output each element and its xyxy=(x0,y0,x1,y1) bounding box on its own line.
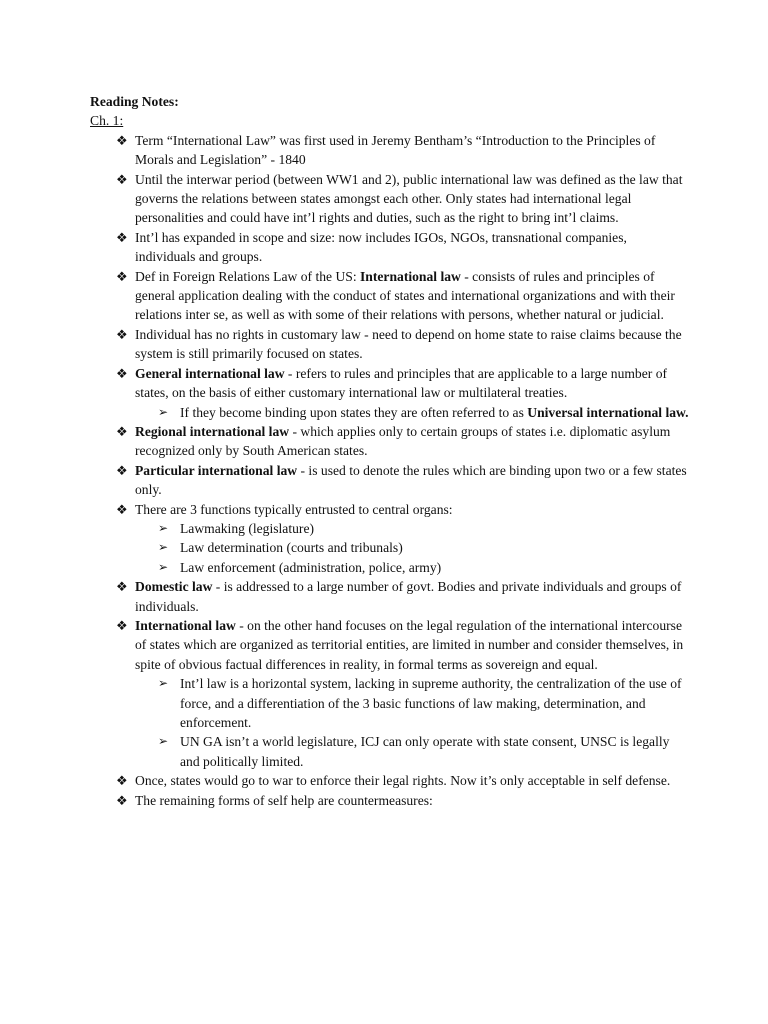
chapter-subheading: Ch. 1: xyxy=(90,113,124,129)
bullet-item xyxy=(90,461,690,500)
item-text: Law enforcement (administration, police, army) xyxy=(180,559,442,575)
bullet-item xyxy=(90,131,690,170)
item-bold-term: International law xyxy=(135,617,236,633)
item-text: Int’l law is a horizontal system, lacking in supreme authority, the centralization of the use of force, and a differentiation of the 3 basic functions of law making, determination, and enforcement. xyxy=(180,676,682,730)
item-text: Term “International Law” was first used in Jeremy Bentham’s “Introduction to the Principles of Morals and Legislation” - 1840 xyxy=(135,132,656,168)
diamond-bullet-icon: ❖ xyxy=(116,268,128,284)
item-text: The remaining forms of self help are countermeasures: xyxy=(135,792,433,808)
bullet-item xyxy=(90,325,690,364)
item-bold-term: Universal international law. xyxy=(527,404,689,420)
arrow-bullet-icon: ➢ xyxy=(158,676,169,691)
sub-bullet-item xyxy=(90,732,690,771)
sub-bullet-item xyxy=(90,558,690,577)
bullet-item xyxy=(90,422,690,461)
diamond-bullet-icon: ❖ xyxy=(116,423,128,439)
sub-bullet-item xyxy=(90,674,690,732)
sub-bullet-item xyxy=(90,519,690,538)
arrow-bullet-icon: ➢ xyxy=(158,540,169,555)
diamond-bullet-icon: ❖ xyxy=(116,501,128,517)
diamond-bullet-icon: ❖ xyxy=(116,365,128,381)
item-text: - which applies only to certain groups of states i.e. diplomatic asylum recognized only by South American states. xyxy=(135,423,671,459)
bullet-item xyxy=(90,771,690,790)
bullet-item xyxy=(90,228,690,267)
diamond-bullet-icon: ❖ xyxy=(116,326,128,342)
item-text: - on the other hand focuses on the legal regulation of the international intercourse of states which are organized as territorial entities, are limited in number and consider themselves, in spite of obvious factual differences in reality, in formal terms as sovereign and equal. xyxy=(135,617,684,672)
item-text: - refers to rules and principles that are applicable to a large number of states, on the basis of either customary international law or multilateral treaties. xyxy=(135,365,668,401)
bullet-item xyxy=(90,791,690,810)
item-text: Until the interwar period (between WW1 and 2), public international law was defined as the law that governs the relations between states amongst each other. Only states had international legal personalities and could have int’l rights and duties, such as the right to bring int’l claims. xyxy=(135,171,683,226)
diamond-bullet-icon: ❖ xyxy=(116,229,128,245)
item-text: - is used to denote the rules which are binding upon two or a few states only. xyxy=(135,462,687,498)
item-prefix-text: If they become binding upon states they are often referred to as xyxy=(180,404,528,420)
bullet-item xyxy=(90,364,690,403)
diamond-bullet-icon: ❖ xyxy=(116,617,128,633)
arrow-bullet-icon: ➢ xyxy=(158,559,169,574)
arrow-bullet-icon: ➢ xyxy=(158,404,169,419)
diamond-bullet-icon: ❖ xyxy=(116,462,128,478)
item-bold-term: Particular international law xyxy=(135,462,298,478)
bullet-item xyxy=(90,170,690,228)
sub-bullet-item xyxy=(90,403,690,422)
item-text: UN GA isn’t a world legislature, ICJ can only operate with state consent, UNSC is legally and politically limited. xyxy=(180,734,670,769)
item-bold-term: Regional international law xyxy=(135,423,290,439)
item-bold-term: Domestic law xyxy=(135,579,213,595)
item-text: Individual has no rights in customary law - need to depend on home state to raise claims because the system is still primarily focused on states. xyxy=(135,326,682,362)
diamond-bullet-icon: ❖ xyxy=(116,132,128,148)
item-prefix-text: Def in Foreign Relations Law of the US: xyxy=(135,268,361,284)
item-text: - is addressed to a large number of govt. Bodies and private individuals and groups of individuals. xyxy=(135,579,682,614)
item-text: - consists of rules and principles of general application dealing with the conduct of states and international organizations and with their relations inter se, as well as with some of their relations with persons, whether natural or judicial. xyxy=(135,268,675,323)
diamond-bullet-icon: ❖ xyxy=(116,171,128,187)
arrow-bullet-icon: ➢ xyxy=(158,520,169,535)
diamond-bullet-icon: ❖ xyxy=(116,773,128,789)
diamond-bullet-icon: ❖ xyxy=(116,792,128,808)
item-text: Once, states would go to war to enforce their legal rights. Now it’s only acceptable in self defense. xyxy=(135,773,671,789)
item-bold-term: General international law xyxy=(135,365,285,381)
item-text: Lawmaking (legislature) xyxy=(180,520,314,536)
item-bold-term: International law xyxy=(360,268,461,284)
bullet-item xyxy=(90,500,690,519)
notes-list xyxy=(90,131,690,810)
sub-bullet-item xyxy=(90,538,690,557)
diamond-bullet-icon: ❖ xyxy=(116,579,128,595)
notes-content xyxy=(90,92,690,810)
notes-heading: Reading Notes: xyxy=(90,94,179,109)
bullet-item xyxy=(90,267,690,325)
bullet-item xyxy=(90,577,690,616)
item-text: Law determination (courts and tribunals) xyxy=(180,540,403,556)
bullet-item xyxy=(90,616,690,674)
item-text: Int’l has expanded in scope and size: now includes IGOs, NGOs, transnational companies, individuals and groups. xyxy=(135,229,627,265)
item-text: There are 3 functions typically entrusted to central organs: xyxy=(135,501,453,517)
arrow-bullet-icon: ➢ xyxy=(158,734,169,749)
